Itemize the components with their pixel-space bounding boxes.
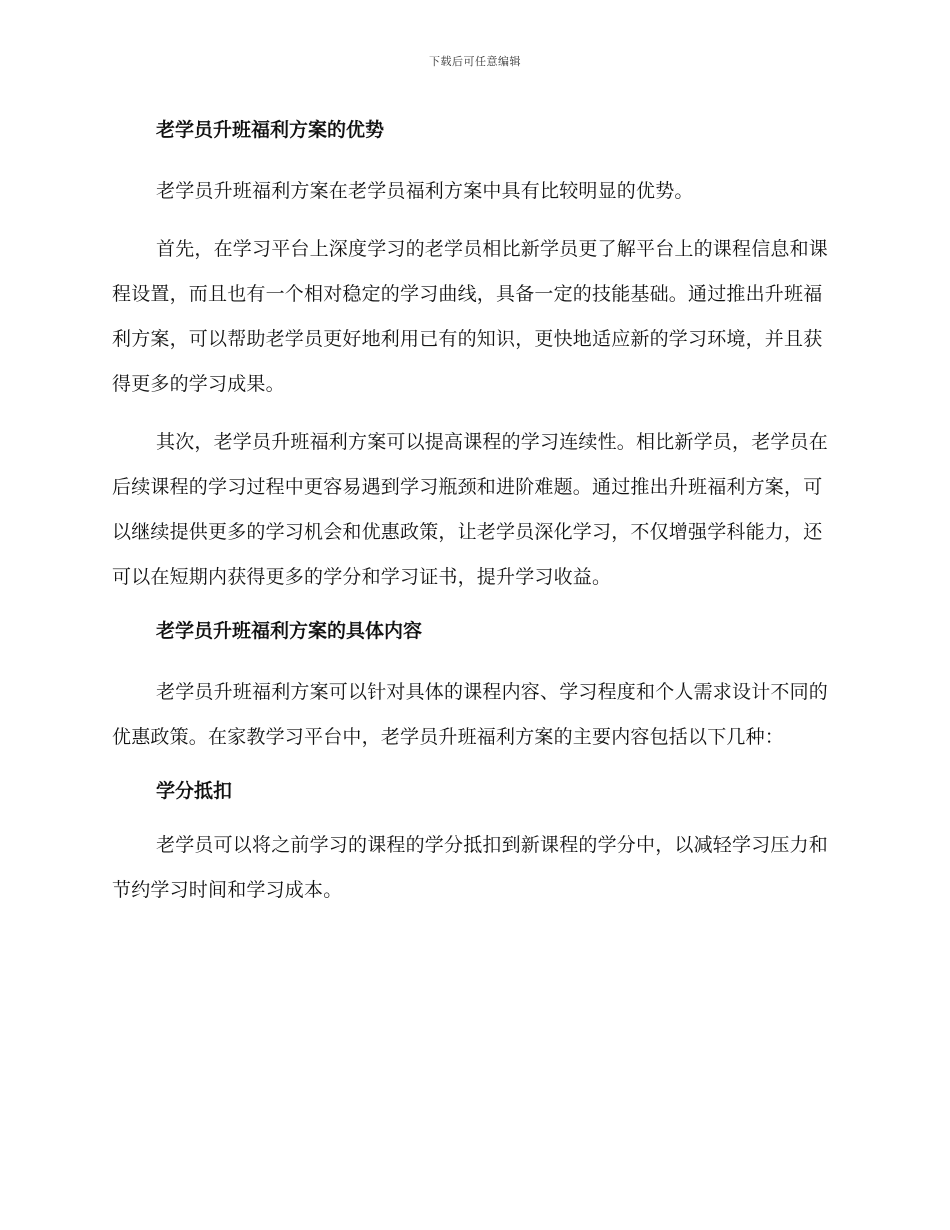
section-heading-content: 老学员升班福利方案的具体内容 [156,620,423,642]
paragraph: 老学员可以将之前学习的课程的学分抵扣到新课程的学分中，以减轻学习压力和节约学习时间和学习成本。 [112,834,829,901]
paragraph: 老学员升班福利方案可以针对具体的课程内容、学习程度和个人需求设计不同的优惠政策。在家教学习平台中，老学员升班福利方案的主要内容包括以下几种： [112,681,829,748]
paragraph: 老学员升班福利方案在老学员福利方案中具有比较明显的优势。 [156,180,694,202]
page-header-note: 下载后可任意编辑 [429,55,521,68]
section-heading-credit: 学分抵扣 [156,780,233,802]
paragraph: 其次，老学员升班福利方案可以提高课程的学习连续性。相比新学员，老学员在后续课程的学习过程中更容易遇到学习瓶颈和进阶难题。通过推出升班福利方案，可以继续提供更多的学习机会和优惠政策，让老学员深化学习，不仅增强学科能力，还可以在短期内获得更多的学分和学习证书，提升学习收益。 [112,431,829,588]
paragraph: 首先，在学习平台上深度学习的老学员相比新学员更了解平台上的课程信息和课程设置，而且也有一个相对稳定的学习曲线，具备一定的技能基础。通过推出升班福利方案，可以帮助老学员更好地利用已有的知识，更快地适应新的学习环境，并且获得更多的学习成果。 [112,238,829,395]
document-body [112,112,832,926]
section-heading-advantages: 老学员升班福利方案的优势 [156,119,385,141]
